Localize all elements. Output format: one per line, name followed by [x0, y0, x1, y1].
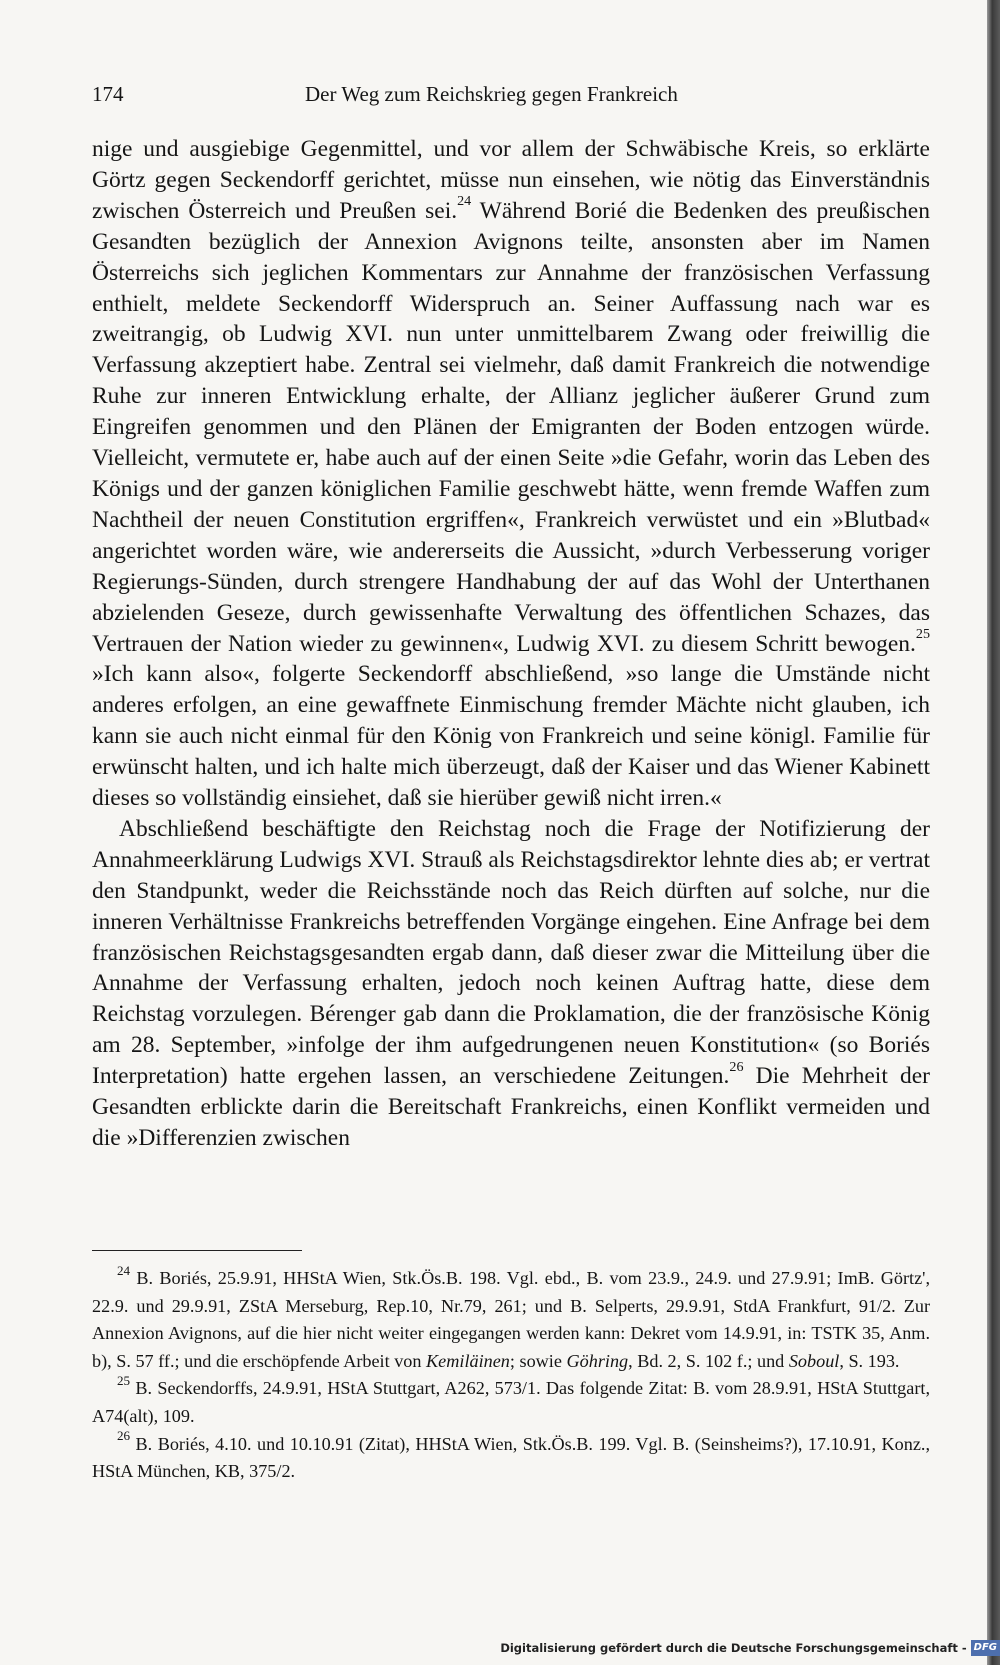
- footnote-text: , S. 193.: [839, 1350, 900, 1371]
- text-segment: Abschließend beschäftigte den Reichstag noch die Frage der Notifizierung der Annahmeerklärung Ludwigs XVI. Strauß als Reichstagsdirektor lehnte dies ab; er vertrat den Standpunkt, weder die Reichsstände noch das Reich dürften auf solche, nur die inneren Verhältnisse Frankreichs betreffenden Vorgänge eingehen. Eine Anfrage bei dem französischen Reichstagsgesandten ergab dann, daß dieser zwar die Mitteilung über die Annahme der Verfassung erhalten, jedoch noch keinen Auftrag hatte, diese dem Reichstag vorzulegen. Bérenger gab dann die Proklamation, die der französische König am 28. September, »infolge der ihm aufgedrungenen neuen Konstitution« (so Boriés Interpretation) hatte ergehen lassen, an verschiedene Zeitungen.: [92, 815, 930, 1090]
- footnote-ref: 25: [915, 626, 930, 643]
- author-name: Soboul: [788, 1350, 840, 1371]
- running-title: Der Weg zum Reichskrieg gegen Frankreich: [305, 82, 678, 106]
- author-name: Göhring: [566, 1350, 629, 1371]
- footnote-text: ; sowie: [509, 1350, 567, 1371]
- main-text: [92, 134, 930, 1154]
- credit-text: Digitalisierung gefördert durch die Deutsche Forschungsgemeinschaft -: [500, 1641, 967, 1655]
- dfg-logo: DFG: [971, 1640, 1000, 1656]
- author-name: Kemiläinen: [426, 1350, 510, 1371]
- text-segment: Die Mehrheit der Gesandten erblickte darin die Bereitschaft Frankreichs, einen Konflikt vermeiden und die »Differenzien zwischen: [92, 1063, 930, 1151]
- footnote-number: 26: [117, 1428, 131, 1444]
- paragraph: [92, 134, 930, 814]
- page-number: 174: [92, 82, 124, 106]
- footnote-ref: 26: [729, 1058, 744, 1075]
- footnote-text: B. Seckendorffs, 24.9.91, HStA Stuttgart, A262, 573/1. Das folgende Zitat: B. vom 28.9.91, HStA Stuttgart, A74(alt), 109.: [92, 1378, 930, 1426]
- footnote: [92, 1375, 930, 1430]
- footnote-ref: 24: [457, 193, 472, 210]
- footnote-number: 24: [117, 1262, 131, 1278]
- footnote: [92, 1262, 930, 1375]
- footnote-number: 25: [117, 1373, 131, 1389]
- page-edge: [987, 0, 1000, 1665]
- running-header: [92, 76, 924, 112]
- text-segment: nige und ausgiebige Gegenmittel, und vor allem der Schwäbische Kreis, so erklärte Görtz gegen Seckendorff gerichtet, müsse nun einsehen, wie nötig das Einverständnis zwischen Österreich und Preußen sei.: [92, 136, 930, 224]
- footnote-text: B. Boriés, 4.10. und 10.10.91 (Zitat), HHStA Wien, Stk.Ös.B. 199. Vgl. B. (Seinsheims?), 17.10.91, Konz., HStA München, KB, 375/2.: [92, 1433, 930, 1482]
- text-segment: »Ich kann also«, folgerte Seckendorff abschließend, »so lange die Umstände nicht anderes erfolgen, an eine gewaffnete Einmischung fremder Mächte nicht glauben, ich kann sie auch nicht einmal für den König von Frankreich und seine königl. Familie für erwünscht halten, und ich halte mich überzeugt, daß der Kaiser und das Wiener Kabinett dieses so vollständig einsiehet, daß sie hierüber gewiß nicht irren.«: [92, 661, 930, 812]
- footnote: [92, 1428, 930, 1486]
- text-segment: Während Borié die Bedenken des preußischen Gesandten bezüglich der Annexion Avignons teilte, ansonsten aber im Namen Österreichs sich jeglichen Kommentars zur Annahme der französischen Verfassung enthielt, meldete Seckendorff Widerspruch an. Seiner Auffassung nach war es zweitrangig, ob Ludwig XVI. nun unter unmittelbarem Zwang oder freiwillig die Verfassung akzeptiert habe. Zentral sei vielmehr, daß damit Frankreich die notwendige Ruhe zur inneren Entwicklung erhalte, der Allianz jeglicher äußerer Grund zum Eingreifen genommen und den Plänen der Emigranten der Boden entzogen würde. Vielleicht, vermutete er, habe auch auf der einen Seite »die Gefahr, worin das Leben des Königs und der ganzen königlichen Familie geschwebt hätte, wenn fremde Waffen zum Nachtheil der neuen Constitution ergriffen«, Frankreich verwüstet und ein »Blutbad« angerichtet worden wäre, wie andererseits die Aussicht, »durch Verbesserung voriger Regierungs-Sünden, durch strengere Handhabung der auf das Wohl der Unterthanen abzielenden Geseze, durch gewissenhafte Verwaltung des öffentlichen Schazes, das Vertrauen der Nation wieder zu gewinnen«, Ludwig XVI. zu diesem Schritt bewogen.: [92, 197, 930, 657]
- footnote-text: , Bd. 2, S. 102 f.; und: [628, 1350, 789, 1371]
- footnote-text: B. Boriés, 25.9.91, HHStA Wien, Stk.Ös.B. 198. Vgl. ebd., B. vom 23.9., 24.9. und 27.9.91; ImB. Görtz', 22.9. und 29.9.91, ZStA Merseburg, Rep.10, Nr.79, 261; und B. Selperts, 29.9.91, StdA Frankfurt, 91/2. Zur Annexion Avignons, auf die hier nicht weiter eingegangen werden kann: Dekret vom 14.9.91, in: TSTK 35, Anm. b), S. 57 ff.; und die erschöpfende Arbeit von: [92, 1268, 930, 1371]
- footnotes: [92, 1262, 930, 1486]
- digitization-credit: [500, 1638, 1000, 1658]
- footnote-divider: [92, 1250, 302, 1251]
- paragraph: [92, 814, 930, 1154]
